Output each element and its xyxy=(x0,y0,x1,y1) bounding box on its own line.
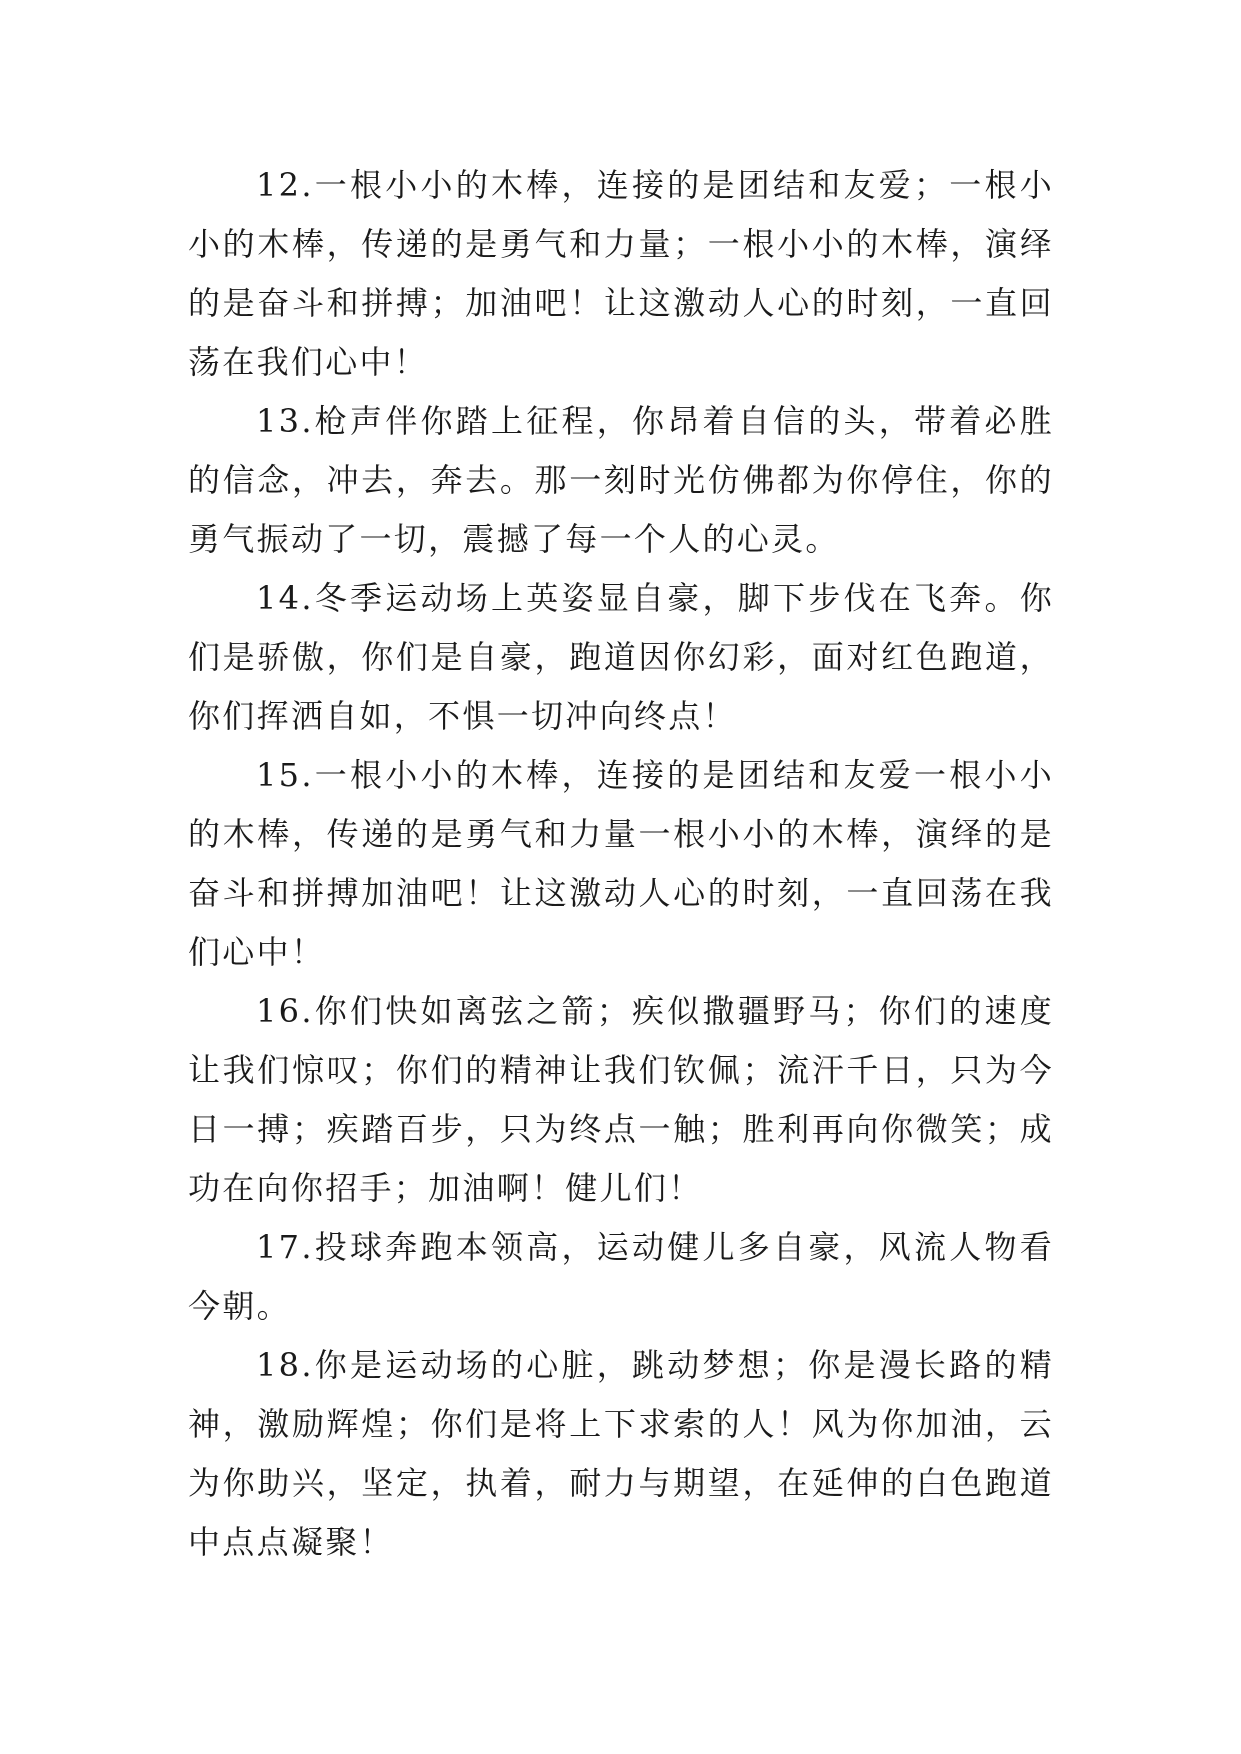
paragraph-13: 13.枪声伴你踏上征程，你昂着自信的头，带着必胜的信念，冲去，奔去。那一刻时光仿佛都为你停住，你的勇气振动了一切，震撼了每一个人的心灵。 xyxy=(188,402,1054,558)
document-body xyxy=(188,156,1054,1572)
paragraph-16: 16.你们快如离弦之箭；疾似撒疆野马；你们的速度让我们惊叹；你们的精神让我们钦佩；流汗千日，只为今日一搏；疾踏百步，只为终点一触；胜利再向你微笑；成功在向你招手；加油啊！健儿们！ xyxy=(188,992,1054,1207)
paragraph-14: 14.冬季运动场上英姿显自豪，脚下步伐在飞奔。你们是骄傲，你们是自豪，跑道因你幻彩，面对红色跑道，你们挥洒自如，不惧一切冲向终点！ xyxy=(188,579,1054,735)
paragraph-17: 17.投球奔跑本领高，运动健儿多自豪，风流人物看今朝。 xyxy=(188,1228,1054,1325)
paragraph-12: 12.一根小小的木棒，连接的是团结和友爱；一根小小的木棒，传递的是勇气和力量；一根小小的木棒，演绎的是奋斗和拼搏；加油吧！让这激动人心的时刻，一直回荡在我们心中！ xyxy=(188,166,1054,381)
paragraph-15: 15.一根小小的木棒，连接的是团结和友爱一根小小的木棒，传递的是勇气和力量一根小小的木棒，演绎的是奋斗和拼搏加油吧！让这激动人心的时刻，一直回荡在我们心中！ xyxy=(188,756,1054,971)
paragraph-18: 18.你是运动场的心脏，跳动梦想；你是漫长路的精神，激励辉煌；你们是将上下求索的人！风为你加油，云为你助兴，坚定，执着，耐力与期望，在延伸的白色跑道中点点凝聚！ xyxy=(188,1346,1054,1561)
